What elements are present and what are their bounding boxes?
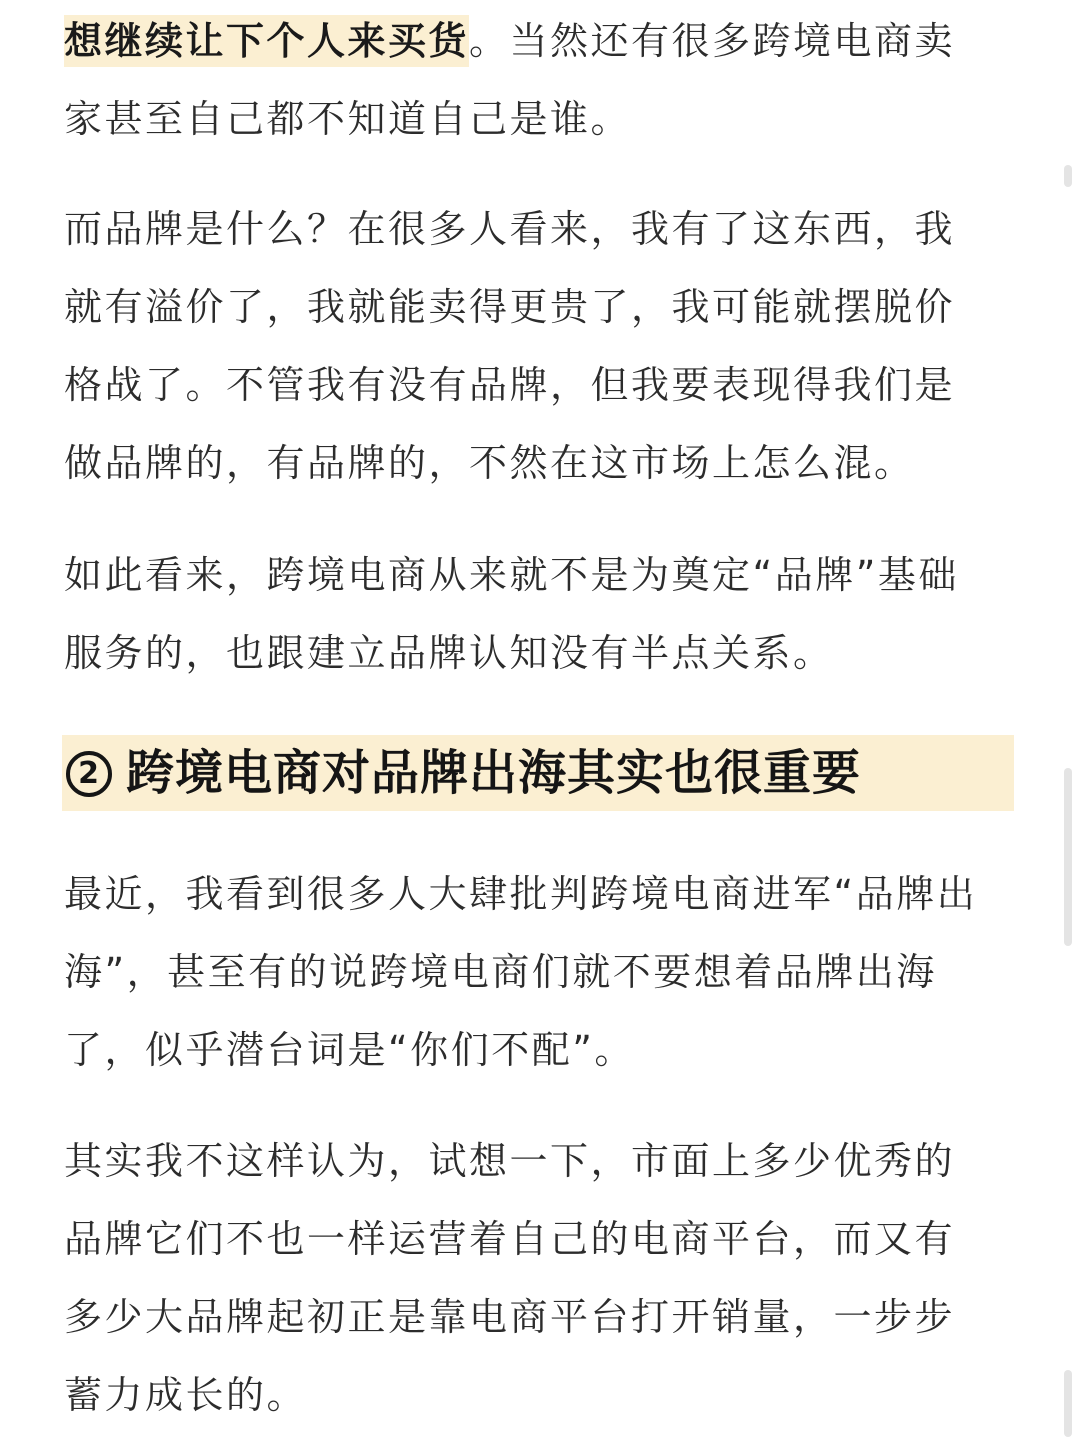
paragraph-line: 蓄力成长的。 bbox=[64, 1373, 308, 1417]
paragraph-line: 格战了。不管我有没有品牌，但我要表现得我们是 bbox=[64, 363, 956, 407]
paragraph-1 bbox=[64, 2, 1024, 158]
paragraph-line: 就有溢价了，我就能卖得更贵了，我可能就摆脱价 bbox=[64, 285, 956, 329]
paragraph-line: 做品牌的，有品牌的，不然在这市场上怎么混。 bbox=[64, 441, 915, 485]
section-heading-text: 跨境电商对品牌出海其实也很重要 bbox=[126, 745, 862, 801]
paragraph-line: 海”，甚至有的说跨境电商们就不要想着品牌出海 bbox=[64, 950, 937, 994]
paragraph-line: 家甚至自己都不知道自己是谁。 bbox=[64, 97, 632, 141]
paragraph-line bbox=[64, 2, 1024, 80]
circled-number: 2 bbox=[66, 751, 112, 797]
paragraph-line: 品牌它们不也一样运营着自己的电商平台，而又有 bbox=[64, 1217, 956, 1261]
paragraph-line: 服务的，也跟建立品牌认知没有半点关系。 bbox=[64, 631, 834, 675]
paragraph-line: 其实我不这样认为，试想一下，市面上多少优秀的 bbox=[64, 1139, 956, 1183]
scroll-indicator[interactable] bbox=[1064, 1370, 1072, 1437]
scroll-indicator[interactable] bbox=[1064, 165, 1072, 187]
paragraph-line: 多少大品牌起初正是靠电商平台打开销量，一步步 bbox=[64, 1295, 956, 1339]
paragraph-2 bbox=[64, 190, 1024, 502]
paragraph-line: 了，似乎潜台词是“你们不配”。 bbox=[64, 1028, 635, 1072]
paragraph-3 bbox=[64, 536, 1024, 692]
paragraph-4 bbox=[64, 855, 1024, 1089]
paragraph-line: 而品牌是什么？在很多人看来，我有了这东西，我 bbox=[64, 207, 956, 251]
highlighted-text: 想继续让下个人来买货 bbox=[64, 15, 469, 67]
paragraph-line: 如此看来，跨境电商从来就不是为奠定“品牌”基础 bbox=[64, 553, 959, 597]
paragraph-text: 。当然还有很多跨境电商卖 bbox=[469, 19, 956, 63]
section-heading bbox=[62, 735, 1014, 811]
scroll-indicator[interactable] bbox=[1064, 768, 1072, 946]
paragraph-5 bbox=[64, 1122, 1024, 1434]
paragraph-line: 最近，我看到很多人大肆批判跨境电商进军“品牌出 bbox=[64, 872, 978, 916]
